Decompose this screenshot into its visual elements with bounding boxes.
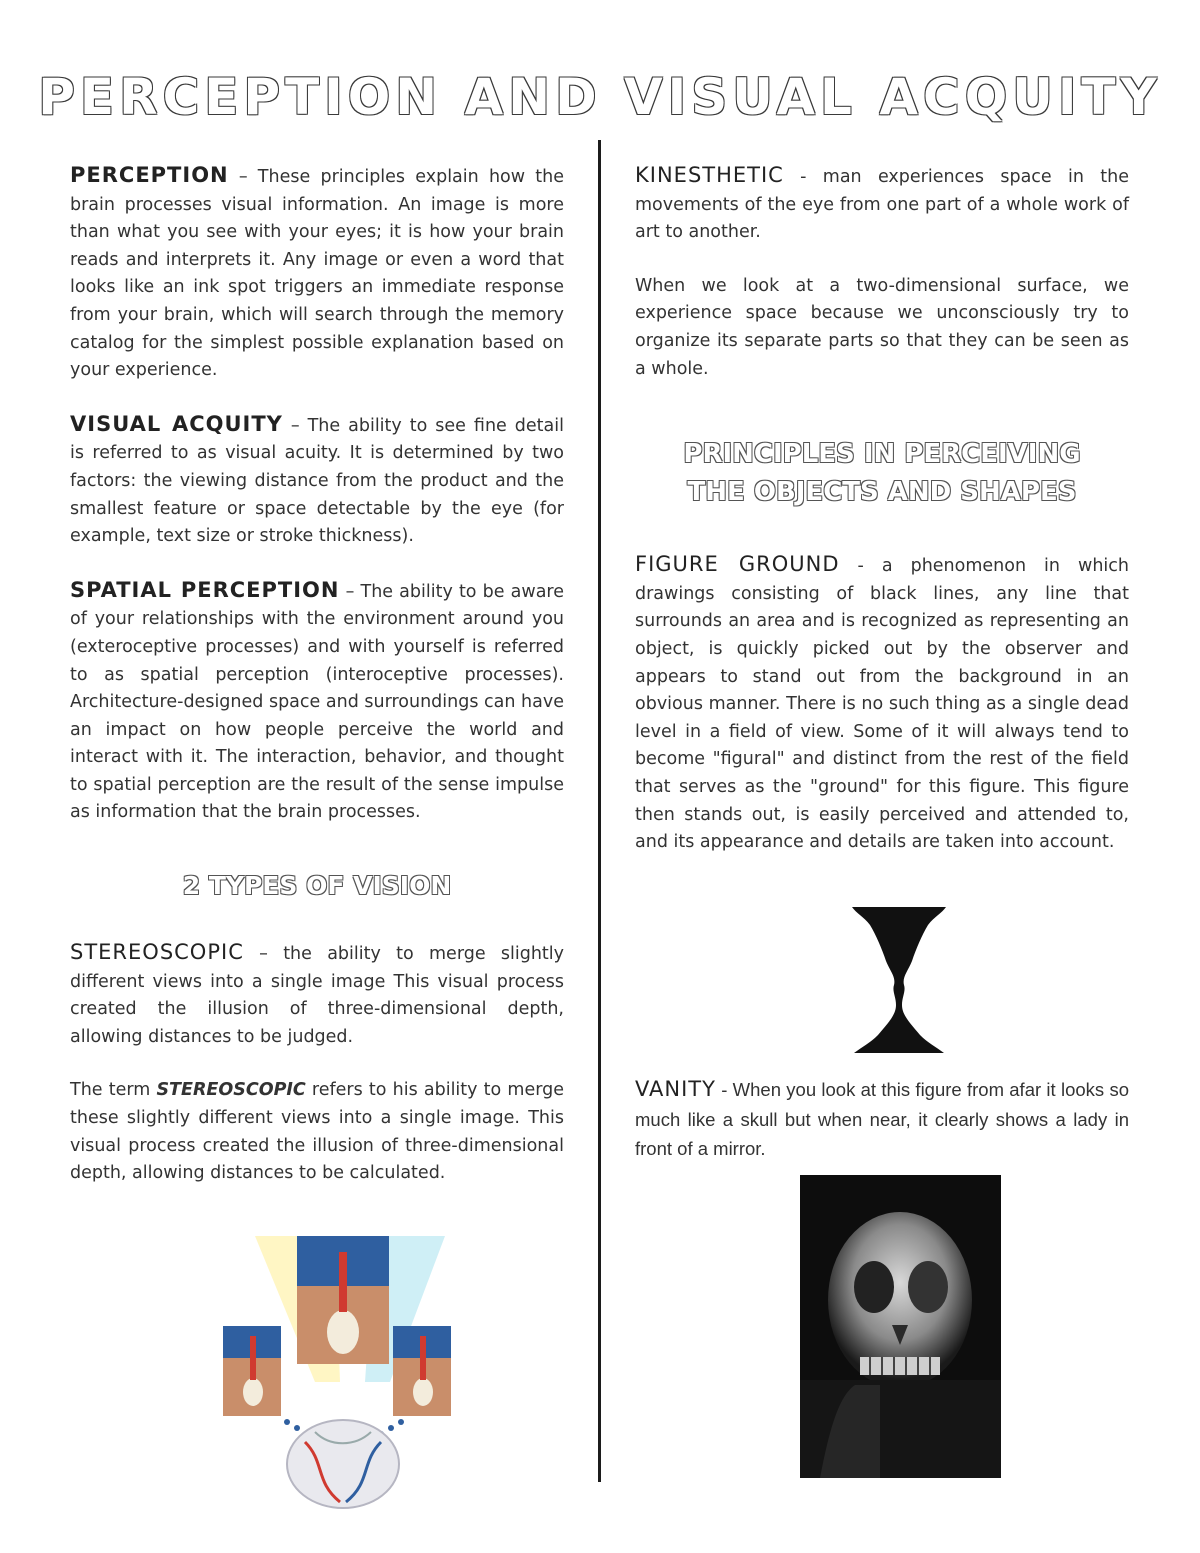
figure-ground-term: FIGURE GROUND (635, 552, 840, 577)
stereo-term-text: refers to his ability to merge these slightly different views into a single image. This visual process created the illusion of three-dimensional depth, allowing distances to be calculated. (70, 1080, 564, 1184)
figure-ground-text: - a phenomenon in which drawings consisting of black lines, any line that surrounds an area and is recognized as representing an object, is quickly picked out by the observer and appears to stand out from the background in an obvious manner. There is no such thing as a single dead level in a field of view. Some of it will always tend to become "figural" and distinct from the rest of the field that serves as the "ground" for this figure. This figure then stands out, is easily perceived and attended to, and its appearance and details are taken into account. (635, 556, 1129, 853)
right-column (635, 162, 1129, 857)
perception-text: – These principles explain how the brain processes visual information. An image is more than what you see with your eyes; it is how your brain reads and interprets it. Any image or even a word that looks like an ink spot triggers an immediate response from your brain, which will search through the memory catalog for the simplest possible explanation based on your experience. (70, 167, 564, 381)
kinesthetic-term: KINESTHETIC (635, 163, 784, 187)
stereo-term-paragraph (70, 1077, 564, 1187)
kinesthetic-paragraph (635, 162, 1129, 247)
vanity-text: - When you look at this figure from afar it looks so much like a skull but when near, it clearly shows a lady in front of a mirror. (635, 1079, 1129, 1160)
kinesthetic-text: - man experiences space in the movements of the eye from one part of a whole work of art to another. (635, 167, 1129, 243)
spatial-perception-text: – The ability to be aware of your relationships with the environment around you (exteroceptive processes) and with yourself is referred to as spatial perception (interoceptive processes). Architecture-designed space and surroundings can have an impact on how people perceive the world and interact with it. The interaction, behavior, and thought to spatial perception are the result of the sense impulse as information that the brain processes. (70, 581, 564, 823)
spatial-perception-paragraph (70, 577, 564, 827)
principles-heading: PRINCIPLES IN PERCEIVING THE OBJECTS AND SHAPES (683, 439, 1081, 508)
visual-acquity-term: VISUAL ACQUITY (70, 411, 283, 436)
column-divider (598, 140, 601, 1482)
page-title: PERCEPTION AND VISUAL ACQUITY (38, 68, 1162, 126)
stereoscopic-vision-diagram (215, 1232, 505, 1510)
visual-acquity-paragraph (70, 411, 564, 551)
perception-paragraph (70, 162, 564, 385)
vanity-block (635, 1076, 1129, 1165)
stereoscopic-paragraph (70, 939, 564, 1051)
stereo-term-prefix: The term (70, 1080, 157, 1101)
vanity-term: VANITY (635, 1077, 716, 1101)
rubin-vase-illustration (850, 905, 950, 1055)
perception-term: PERCEPTION (70, 163, 229, 187)
spatial-perception-term: SPATIAL PERCEPTION (70, 577, 340, 602)
stereoscopic-term: STEREOSCOPIC (70, 940, 244, 965)
stereoscopic-text: – the ability to merge slightly different views into a single image This visual process created the illusion of three-dimensional depth, allowing distances to be judged. (70, 944, 564, 1047)
figure-ground-paragraph (635, 551, 1129, 857)
stereo-term-emphasis: STEREOSCOPIC (156, 1080, 306, 1101)
vanity-paragraph (635, 1076, 1129, 1165)
left-column (70, 162, 564, 1188)
visual-acquity-text: – The ability to see fine detail is referred to as visual acuity. It is determined by two factors: the viewing distance from the product and the smallest feature or space detectable by the eye (for example, text size or stroke thickness). (70, 415, 564, 547)
all-is-vanity-illustration (800, 1175, 1001, 1478)
types-of-vision-heading: 2 TYPES OF VISION (182, 871, 452, 901)
two-dimensional-paragraph: When we look at a two-dimensional surface, we experience space because we unconsciously try to organize its separate parts so that they can be seen as a whole. (635, 275, 1129, 379)
